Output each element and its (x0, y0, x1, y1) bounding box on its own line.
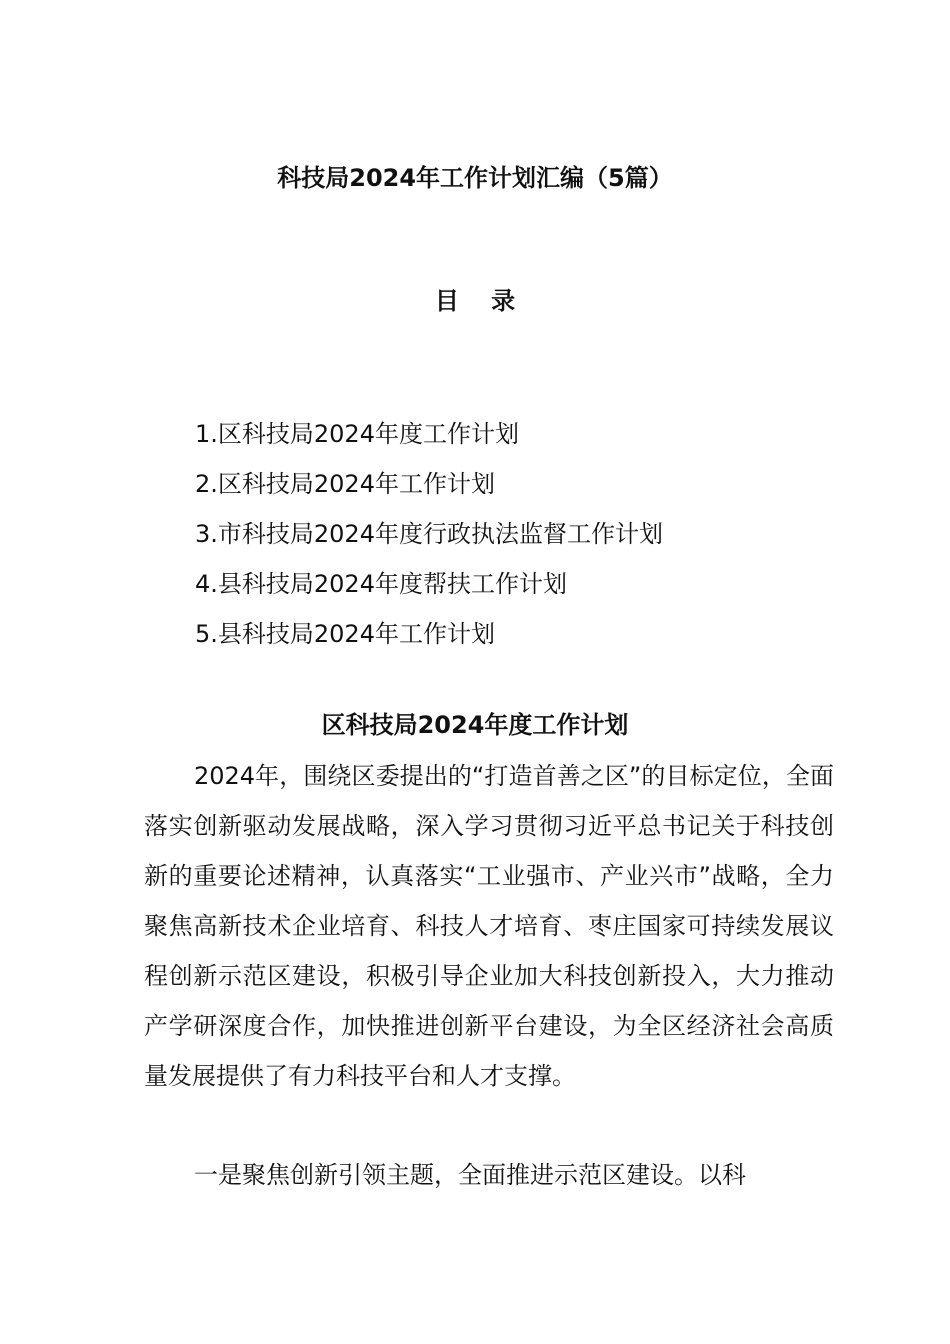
toc-item: 3.市科技局2024年度行政执法监督工作计划 (195, 520, 663, 548)
toc-item: 4.县科技局2024年度帮扶工作计划 (195, 570, 567, 598)
table-of-contents (195, 409, 663, 659)
document-title: 科技局2024年工作计划汇编（5篇） (277, 164, 673, 192)
toc-item: 5.县科技局2024年工作计划 (195, 620, 495, 648)
body-paragraph: 一是聚焦创新引领主题，全面推进示范区建设。以科 (194, 1161, 746, 1189)
body-paragraph: 2024年，围绕区委提出的“打造首善之区”的目标定位，全面落实创新驱动发展战略，深入学习贯彻习近平总书记关于科技创新的重要论述精神，认真落实“工业强市、产业兴市”战略，全力聚焦高新技术企业培育、科技人才培育、枣庄国家可持续发展议程创新示范区建设，积极引导企业加大科技创新投入，大力推动产学研深度合作，加快推进创新平台建设，为全区经济社会高质量发展提供了有力科技平台和人才支撑。 (144, 762, 834, 1090)
toc-heading: 目 录 (434, 287, 528, 315)
toc-item: 2.区科技局2024年工作计划 (195, 470, 495, 498)
section-title: 区科技局2024年度工作计划 (321, 711, 629, 739)
toc-item: 1.区科技局2024年度工作计划 (195, 420, 519, 448)
